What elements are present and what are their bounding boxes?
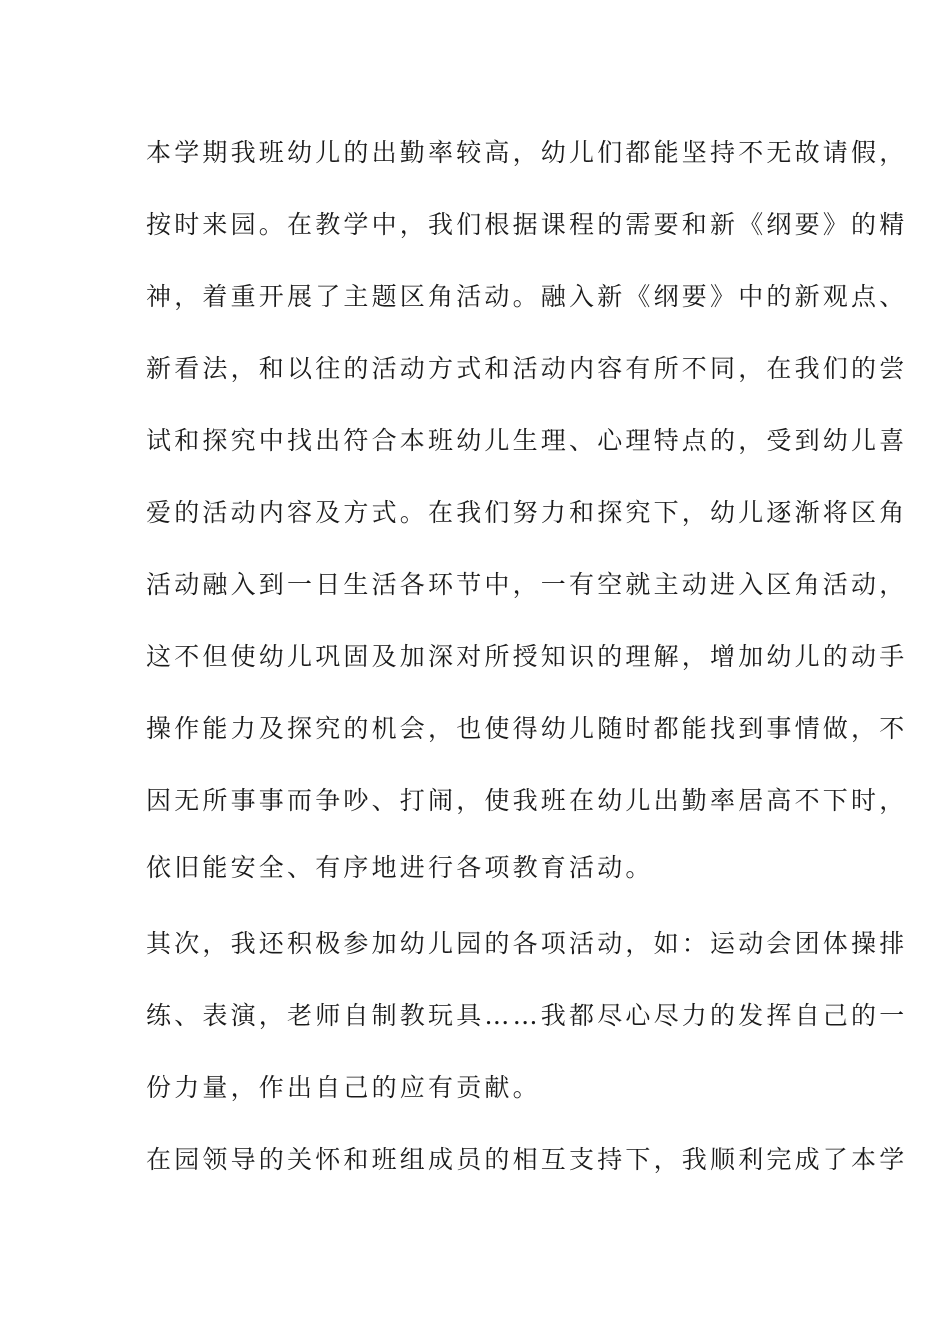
text-line: 爱的活动内容及方式。在我们努力和探究下，幼儿逐渐将区角 [146, 498, 908, 527]
text-line: 活动融入到一日生活各环节中，一有空就主动进入区角活动， [146, 570, 908, 599]
text-line: 本学期我班幼儿的出勤率较高，幼儿们都能坚持不无故请假， [146, 138, 908, 167]
text-line: 新看法，和以往的活动方式和活动内容有所不同，在我们的尝 [146, 354, 908, 383]
text-line: 依旧能安全、有序地进行各项教育活动。 [146, 853, 654, 882]
text-line: 其次，我还积极参加幼儿园的各项活动，如：运动会团体操排 [146, 929, 908, 958]
text-line: 这不但使幼儿巩固及加深对所授知识的理解，增加幼儿的动手 [146, 642, 908, 671]
text-line: 按时来园。在教学中，我们根据课程的需要和新《纲要》的精 [146, 210, 908, 239]
text-line: 操作能力及探究的机会，也使得幼儿随时都能找到事情做，不 [146, 714, 908, 743]
text-line: 在园领导的关怀和班组成员的相互支持下，我顺利完成了本学 [146, 1145, 908, 1174]
text-line: 神，着重开展了主题区角活动。融入新《纲要》中的新观点、 [146, 282, 908, 311]
text-line: 份力量，作出自己的应有贡献。 [146, 1073, 541, 1102]
text-line: 试和探究中找出符合本班幼儿生理、心理特点的，受到幼儿喜 [146, 426, 908, 455]
text-line: 因无所事事而争吵、打闹，使我班在幼儿出勤率居高不下时， [146, 786, 908, 815]
text-line: 练、表演，老师自制教玩具……我都尽心尽力的发挥自己的一 [146, 1001, 908, 1030]
